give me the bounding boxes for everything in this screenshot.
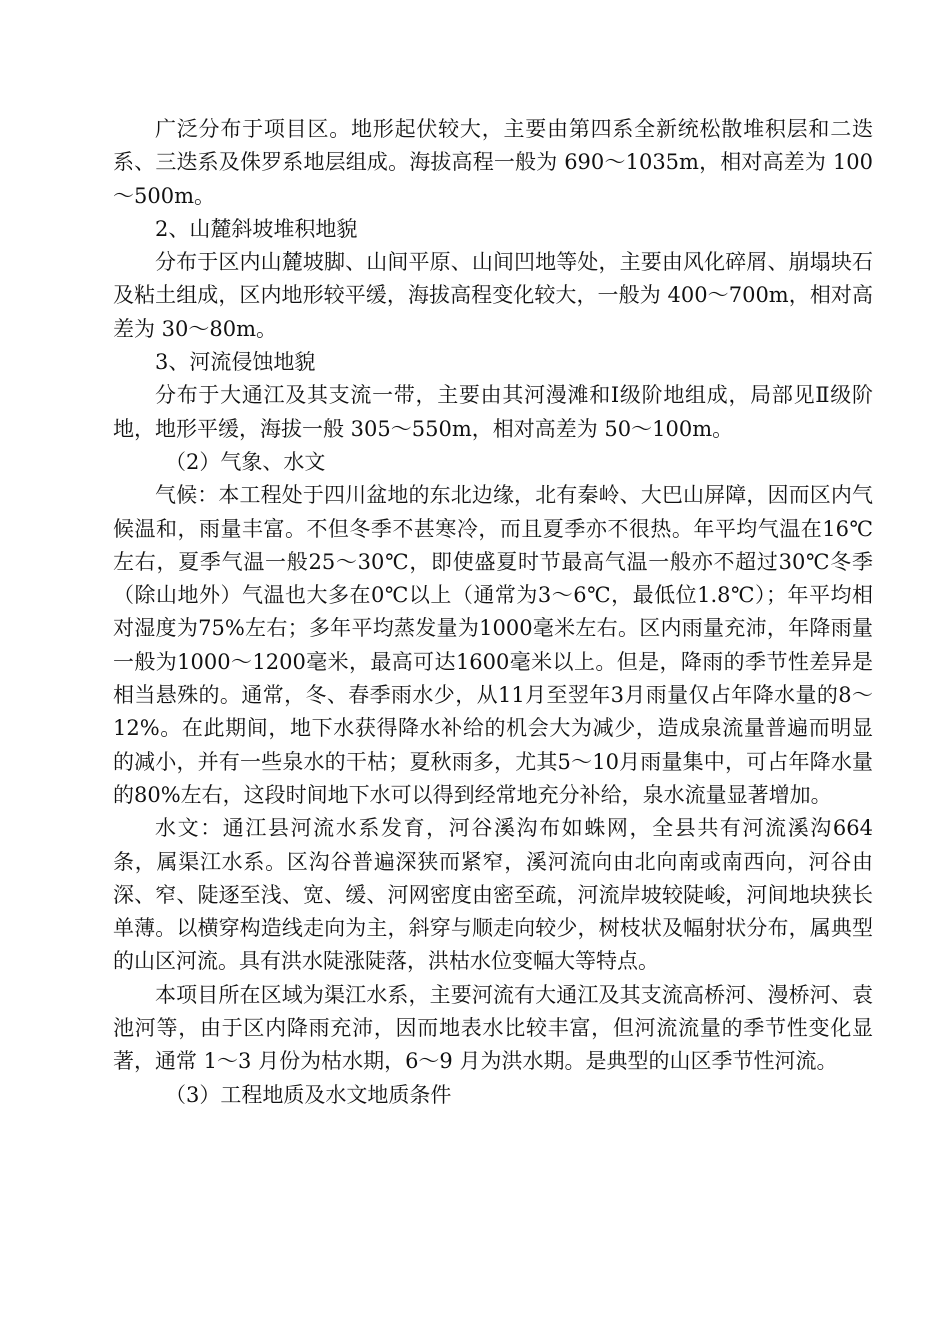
document-body (113, 113, 873, 1112)
heading-geology: （3）工程地质及水文地质条件 (165, 1082, 452, 1107)
heading-river-landform: 3、河流侵蚀地貌 (155, 350, 316, 375)
paragraph-hydrology: 水文：通江县河流水系发育，河谷溪沟布如蛛网，全县共有河流溪沟664 条，属渠江水系。区沟谷普遍深狭而紧窄，溪河流向由北向南或南西向，河谷由深、窄、陡逐至浅、宽、缓、河网密度由密至疏，河流岸坡较陡峻，河间地块狭长单薄。以横穿构造线走向为主，斜穿与顺走向较少，树枝状及幅射状分布，属典型的山区河流。具有洪水陡涨陡落，洪枯水位变幅大等特点。 (113, 816, 873, 974)
paragraph-climate: 气候：本工程处于四川盆地的东北边缘，北有秦岭、大巴山屏障，因而区内气候温和，雨量丰富。不但冬季不甚寒冷，而且夏季亦不很热。年平均气温在16℃左右，夏季气温一般25～30℃，即使盛夏时节最高气温一般亦不超过30℃冬季（除山地外）气温也大多在0℃以上（通常为3～6℃，最低位1.8℃）；年平均相对湿度为75%左右；多年平均蒸发量为1000毫米左右。区内雨量充沛，年降雨量一般为1000～1200毫米，最高可达1600毫米以上。但是，降雨的季节性差异是相当悬殊的。通常，冬、春季雨水少，从11月至翌年3月雨量仅占年降水量的8～12%。在此期间，地下水获得降水补给的机会大为减少，造成泉流量普遍而明显的减小，并有一些泉水的干枯；夏秋雨多，尤其5～10月雨量集中，可占年降水量的80%左右，这段时间地下水可以得到经常地充分补给，泉水流量显著增加。 (113, 483, 873, 807)
heading-climate-hydrology: （2）气象、水文 (165, 449, 326, 474)
heading-slope-landform: 2、山麓斜坡堆积地貌 (155, 216, 358, 241)
paragraph-slope-landform: 分布于区内山麓坡脚、山间平原、山间凹地等处，主要由风化碎屑、崩塌块石及粘土组成，区内地形较平缓，海拔高程变化较大，一般为 400～700m，相对高差为 30～80m。 (113, 250, 873, 341)
paragraph-landform-intro: 广泛分布于项目区。地形起伏较大，主要由第四系全新统松散堆积层和二迭系、三迭系及侏罗系地层组成。海拔高程一般为 690～1035m，相对高差为 100～500m。 (113, 117, 873, 208)
paragraph-river-landform: 分布于大通江及其支流一带，主要由其河漫滩和Ⅰ级阶地组成，局部见Ⅱ级阶地，地形平缓，海拔一般 305～550m，相对高差为 50～100m。 (113, 383, 873, 441)
paragraph-project-rivers: 本项目所在区域为渠江水系，主要河流有大通江及其支流高桥河、漫桥河、袁池河等，由于区内降雨充沛，因而地表水比较丰富，但河流流量的季节性变化显著，通常 1～3 月份为枯水期，6～9 月为洪水期。是典型的山区季节性河流。 (113, 982, 873, 1074)
